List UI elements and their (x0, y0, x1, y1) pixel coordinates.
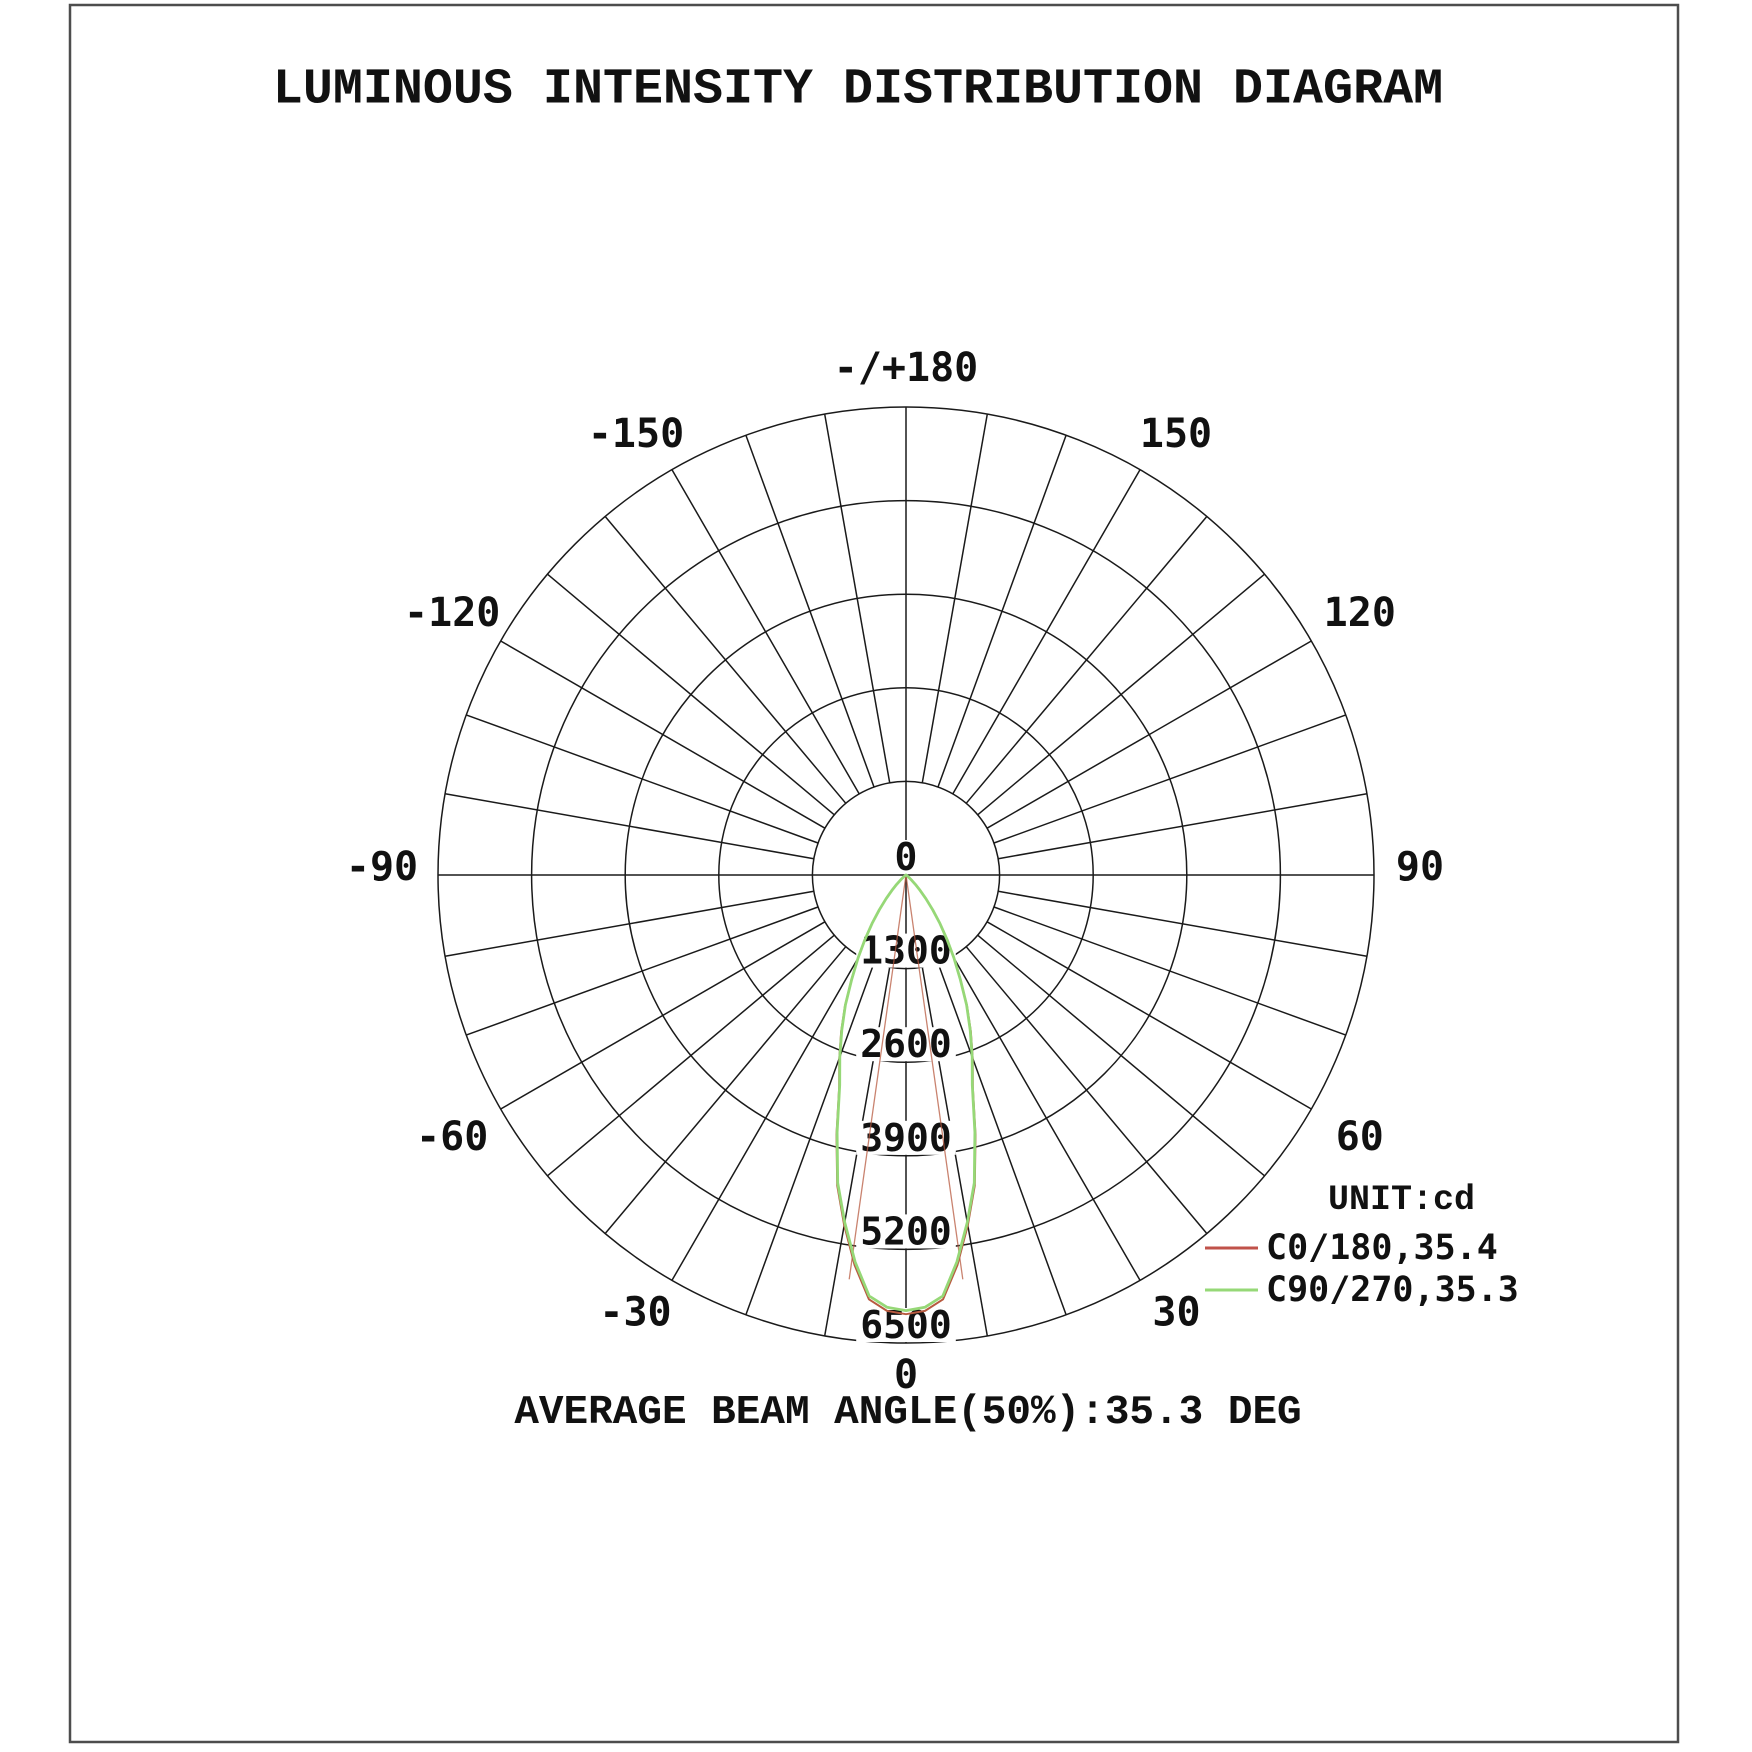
legend-entry-label: C90/270,35.3 (1266, 1270, 1519, 1310)
angle-label-pm180: -/+180 (833, 345, 979, 391)
angle-label-0: 0 (893, 1352, 919, 1398)
legend-unit-label: UNIT:cd (1328, 1180, 1476, 1220)
radial-tick-label: 3900 (860, 1115, 952, 1160)
angle-label-neg150: -150 (587, 411, 685, 458)
angle-label-neg120: -120 (404, 590, 501, 636)
radial-tick-label: 2600 (860, 1022, 952, 1067)
angle-label-90: 90 (1395, 844, 1445, 890)
angle-label-150: 150 (1139, 411, 1213, 458)
angle-label-neg60: -60 (416, 1114, 489, 1160)
legend-entry-label: C0/180,35.4 (1266, 1228, 1498, 1268)
radial-tick-label: 6500 (860, 1303, 952, 1347)
angle-label-120: 120 (1323, 590, 1396, 636)
angle-label-neg30: -30 (599, 1289, 672, 1336)
average-beam-angle-label: AVERAGE BEAM ANGLE(50%):35.3 DEG (514, 1390, 1302, 1436)
page-title: LUMINOUS INTENSITY DISTRIBUTION DIAGRAM (272, 61, 1444, 119)
angle-label-neg90: -90 (345, 844, 419, 890)
radial-tick-label: 1300 (860, 928, 952, 973)
angle-label-60: 60 (1335, 1114, 1384, 1160)
radial-tick-label: 0 (894, 835, 918, 879)
angle-label-30: 30 (1152, 1289, 1201, 1336)
radial-tick-label: 5200 (860, 1209, 952, 1254)
